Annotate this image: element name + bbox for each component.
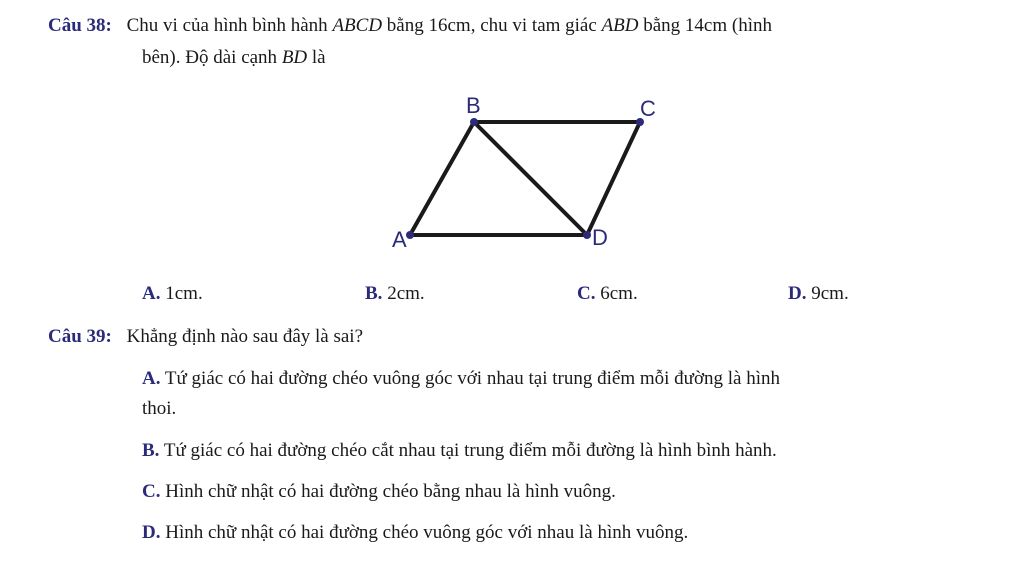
option-text: 9cm. (811, 283, 849, 304)
question-39-line (48, 325, 363, 349)
option-letter: A. (142, 283, 161, 304)
option-letter: B. (142, 440, 160, 461)
question-38-line-1 (48, 14, 772, 38)
question-38-text-part: , chu vi tam giác (470, 15, 602, 36)
option-text: Tứ giác có hai đường chéo cắt nhau tại trung điểm mỗi đường là hình bình hành. (163, 440, 777, 461)
option-text: Hình chữ nhật có hai đường chéo bằng nhau là hình vuông. (165, 481, 616, 502)
option-text: Tứ giác có hai đường chéo vuông góc với nhau tại trung điểm mỗi đường là hình (164, 368, 780, 389)
option-letter: C. (142, 481, 161, 502)
question-38-number: Câu 38: (48, 15, 112, 36)
question-39-text: Khẳng định nào sau đây là sai? (126, 326, 364, 347)
q38-option-d[interactable] (788, 282, 849, 306)
q38-option-c[interactable] (577, 282, 638, 306)
option-letter: D. (142, 522, 161, 543)
label-d: D (592, 225, 608, 250)
q39-option-c[interactable] (142, 480, 616, 504)
point-a (406, 231, 414, 239)
option-letter: B. (365, 283, 383, 304)
q38-option-b[interactable] (365, 282, 425, 306)
question-38-text-part: bằng 14cm (hình (638, 15, 773, 36)
diagonal-bd (474, 122, 587, 235)
option-text: thoi. (142, 398, 177, 419)
option-letter: C. (577, 283, 596, 304)
option-text: 6cm. (600, 283, 638, 304)
q38-option-a[interactable] (142, 282, 203, 306)
option-text: 1cm. (165, 283, 203, 304)
math-bd: BD (281, 47, 308, 68)
edge-cd (587, 122, 640, 235)
point-b (470, 118, 478, 126)
label-c: C (640, 96, 656, 121)
math-abcd: ABCD (332, 15, 383, 36)
question-38-text-part: Chu vi của hình bình hành (126, 15, 333, 36)
q39-option-a[interactable] (142, 367, 780, 391)
question-38-text-part: bên). Độ dài cạnh (142, 47, 282, 68)
edge-ab (410, 122, 474, 235)
option-letter: D. (788, 283, 807, 304)
option-text: Hình chữ nhật có hai đường chéo vuông góc với nhau là hình vuông. (165, 522, 689, 543)
parallelogram-figure (380, 90, 680, 260)
math-abd: ABD (601, 15, 639, 36)
q39-option-a-continuation (142, 397, 176, 421)
question-38-line-2 (142, 46, 326, 70)
figure-lines (410, 122, 640, 235)
label-b: B (466, 93, 481, 118)
q39-option-b[interactable] (142, 439, 777, 463)
option-letter: A. (142, 368, 161, 389)
option-text: 2cm. (387, 283, 425, 304)
question-38-text-part: bằng 16cm (382, 15, 471, 36)
question-39-number: Câu 39: (48, 326, 112, 347)
point-d (583, 231, 591, 239)
q39-option-d[interactable] (142, 521, 688, 545)
label-a: A (392, 227, 407, 252)
question-38-text-part: là (307, 47, 326, 68)
